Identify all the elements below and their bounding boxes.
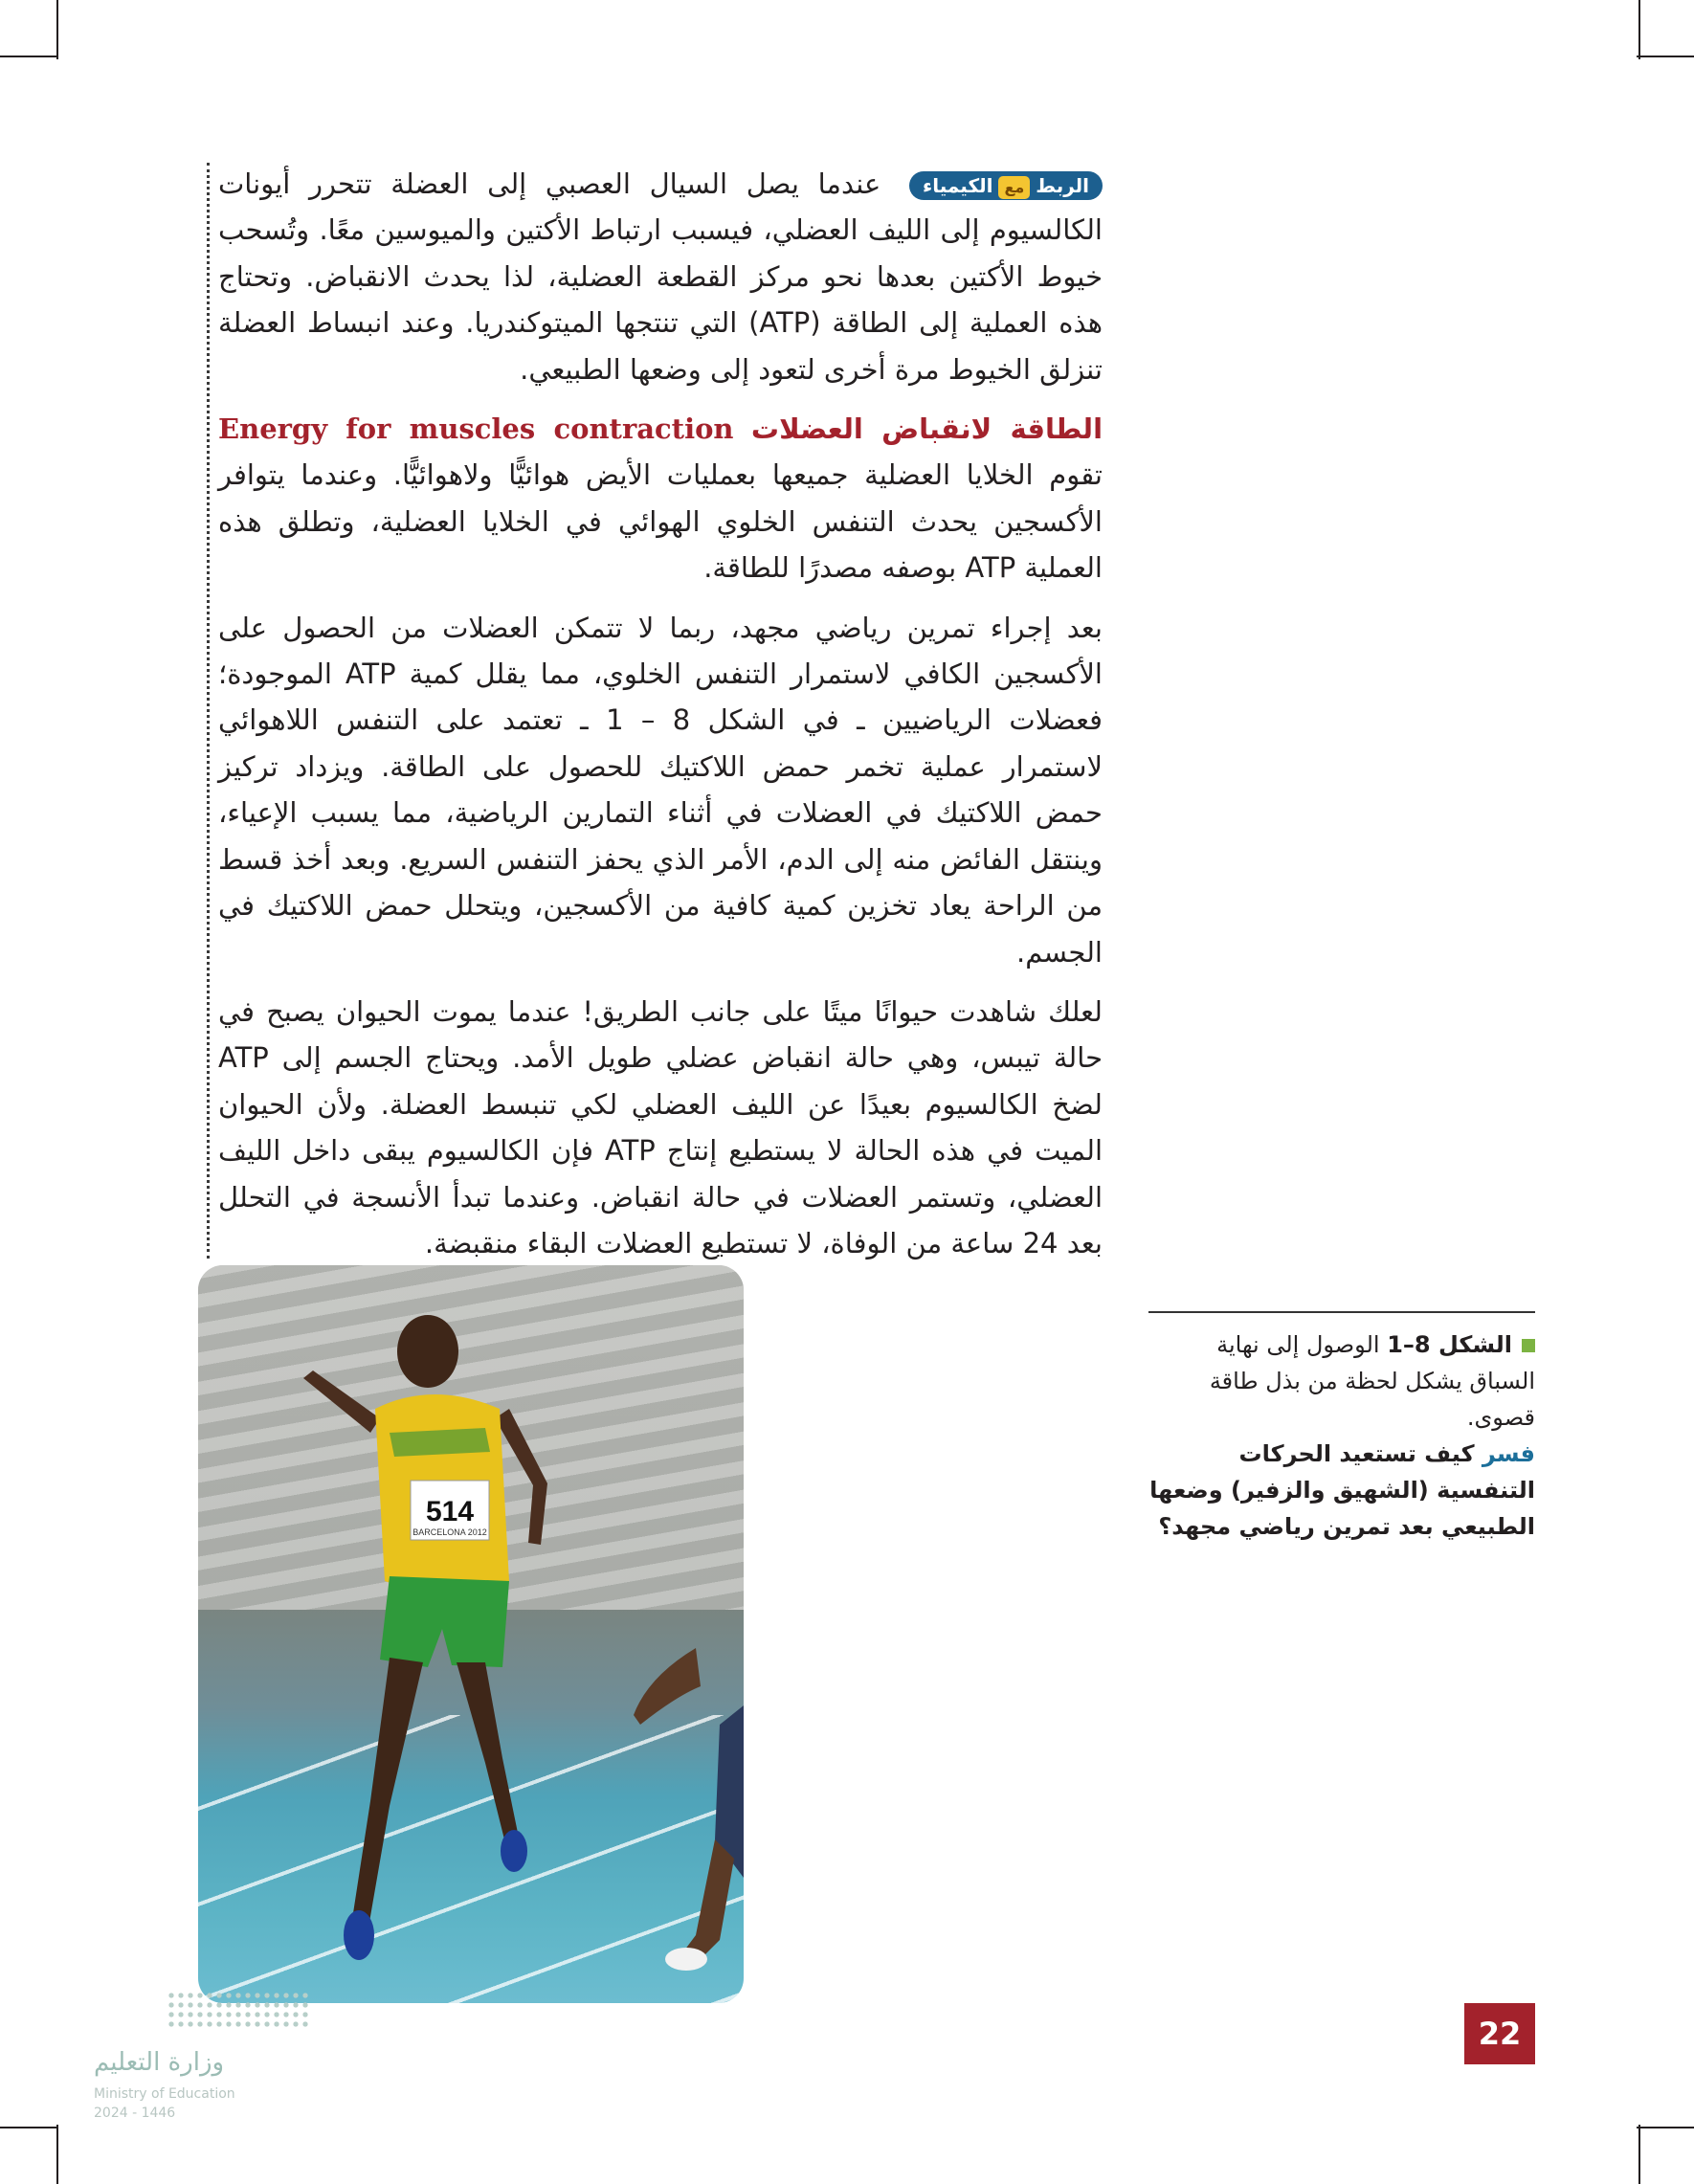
paragraph-chemistry-connection: [218, 161, 1103, 392]
question-text: كيف تستعيد الحركات التنفسية (الشهيق والزفير) وضعها الطبيعي بعد تمرين رياضي مجهد؟: [1149, 1440, 1535, 1540]
margin-dotted-rule: [207, 163, 210, 1259]
chemistry-connection-badge: [909, 171, 1103, 200]
caption-marker-icon: [1522, 1339, 1535, 1352]
crop-mark: [56, 0, 58, 59]
paragraph-text: تقوم الخلايا العضلية جميعها بعمليات الأيض هوائيًّا ولاهوائيًّا. وعندما يتوافر الأكسجين يحدث التنفس الخلوي الهوائي في الخلايا العضلية، وتطلق هذه العملية ATP بوصفه مصدرًا للطاقة.: [218, 458, 1103, 585]
crop-mark: [1638, 0, 1640, 59]
bib-number: 514: [425, 1496, 475, 1527]
ministry-logo: [94, 1991, 285, 2134]
paragraph-energy: [218, 406, 1103, 591]
ministry-year: 2024 - 1446: [94, 2106, 176, 2121]
crop-mark: [0, 56, 57, 57]
crop-mark: [1637, 56, 1694, 57]
ministry-dots-icon: [167, 1991, 310, 2031]
crop-mark: [0, 2127, 57, 2128]
second-runner: [634, 1648, 744, 1971]
flask-icon: مع: [998, 176, 1030, 199]
ministry-name-ar: وزارة التعليم: [94, 2048, 225, 2077]
question-verb: فسر: [1482, 1440, 1535, 1467]
paragraph-text: عندما يصل السيال العصبي إلى العضلة تتحرر أيونات الكالسيوم إلى الليف العضلي، فيسبب ارتباط الأكتين والميوسين معًا. وتُسحب خيوط الأكتين بعدها نحو مركز القطعة العضلية، لذا يحدث الانقباض. وتحتاج هذه العملية إلى الطاقة (ATP) التي تنتجها الميتوكندريا. وعند انبساط العضلة تنزلق الخيوط مرة أخرى لتعود إلى وضعها الطبيعي.: [218, 167, 1103, 386]
section-heading-ar: الطاقة لانقباض العضلات: [750, 412, 1103, 446]
caption-description: [1148, 1326, 1535, 1436]
ministry-name-en: Ministry of Education: [94, 2086, 235, 2102]
main-text: [218, 161, 1103, 1266]
page-number: 22: [1464, 2003, 1535, 2064]
figure-label: الشكل 8–1: [1387, 1331, 1512, 1358]
crop-mark: [1638, 2125, 1640, 2184]
figure-caption: [1148, 1311, 1535, 1545]
bib-event: BARCELONA 2012: [412, 1527, 487, 1537]
paragraph-lactic-acid: بعد إجراء تمرين رياضي مجهد، ربما لا تتمكن العضلات من الحصول على الأكسجين الكافي لاستمرار التنفس الخلوي، مما يقلل كمية ATP الموجودة؛ فعضلات الرياضيين ـ في الشكل 8 – 1 ـ تعتمد على التنفس اللاهوائي لاستمرار عملية تخمر حمض اللاكتيك للحصول على الطاقة. ويزداد تركيز حمض اللاكتيك في العضلات في أثناء التمارين الرياضية، مما يسبب الإعياء، وينتقل الفائض منه إلى الدم، الأمر الذي يحفز التنفس السريع. وبعد أخذ قسط من الراحة يعاد تخزين كمية كافية من الأكسجين، ويتحلل حمض اللاكتيك في الجسم.: [218, 611, 1103, 969]
badge-label: الربط: [1036, 174, 1090, 197]
sprinter-photo: [198, 1265, 744, 2003]
sprinter-figure: [198, 1265, 744, 2003]
caption-question: [1148, 1436, 1535, 1545]
caption-text: الوصول إلى نهاية السباق يشكل لحظة من بذل طاقة قصوى.: [1209, 1331, 1535, 1431]
badge-subject: الكيمياء: [922, 174, 993, 197]
paragraph-rigor: لعلك شاهدت حيوانًا ميتًا على جانب الطريق! عندما يموت الحيوان يصبح في حالة تيبس، وهي حالة انقباض عضلي طويل الأمد. ويحتاج الجسم إلى ATP لضخ الكالسيوم بعيدًا عن الليف العضلي لكي تنبسط العضلة. ولأن الحيوان الميت في هذه الحالة لا يستطيع إنتاج ATP فإن الكالسيوم يبقى داخل الليف العضلي، وتستمر العضلات في حالة انقباض. وعندما تبدأ الأنسجة في التحلل بعد 24 ساعة من الوفاة، لا تستطيع العضلات البقاء منقبضة.: [218, 994, 1103, 1259]
section-heading-en: Energy for muscles contraction: [218, 412, 734, 446]
crop-mark: [1637, 2127, 1694, 2128]
main-runner: [303, 1315, 547, 1960]
crop-mark: [56, 2125, 58, 2184]
